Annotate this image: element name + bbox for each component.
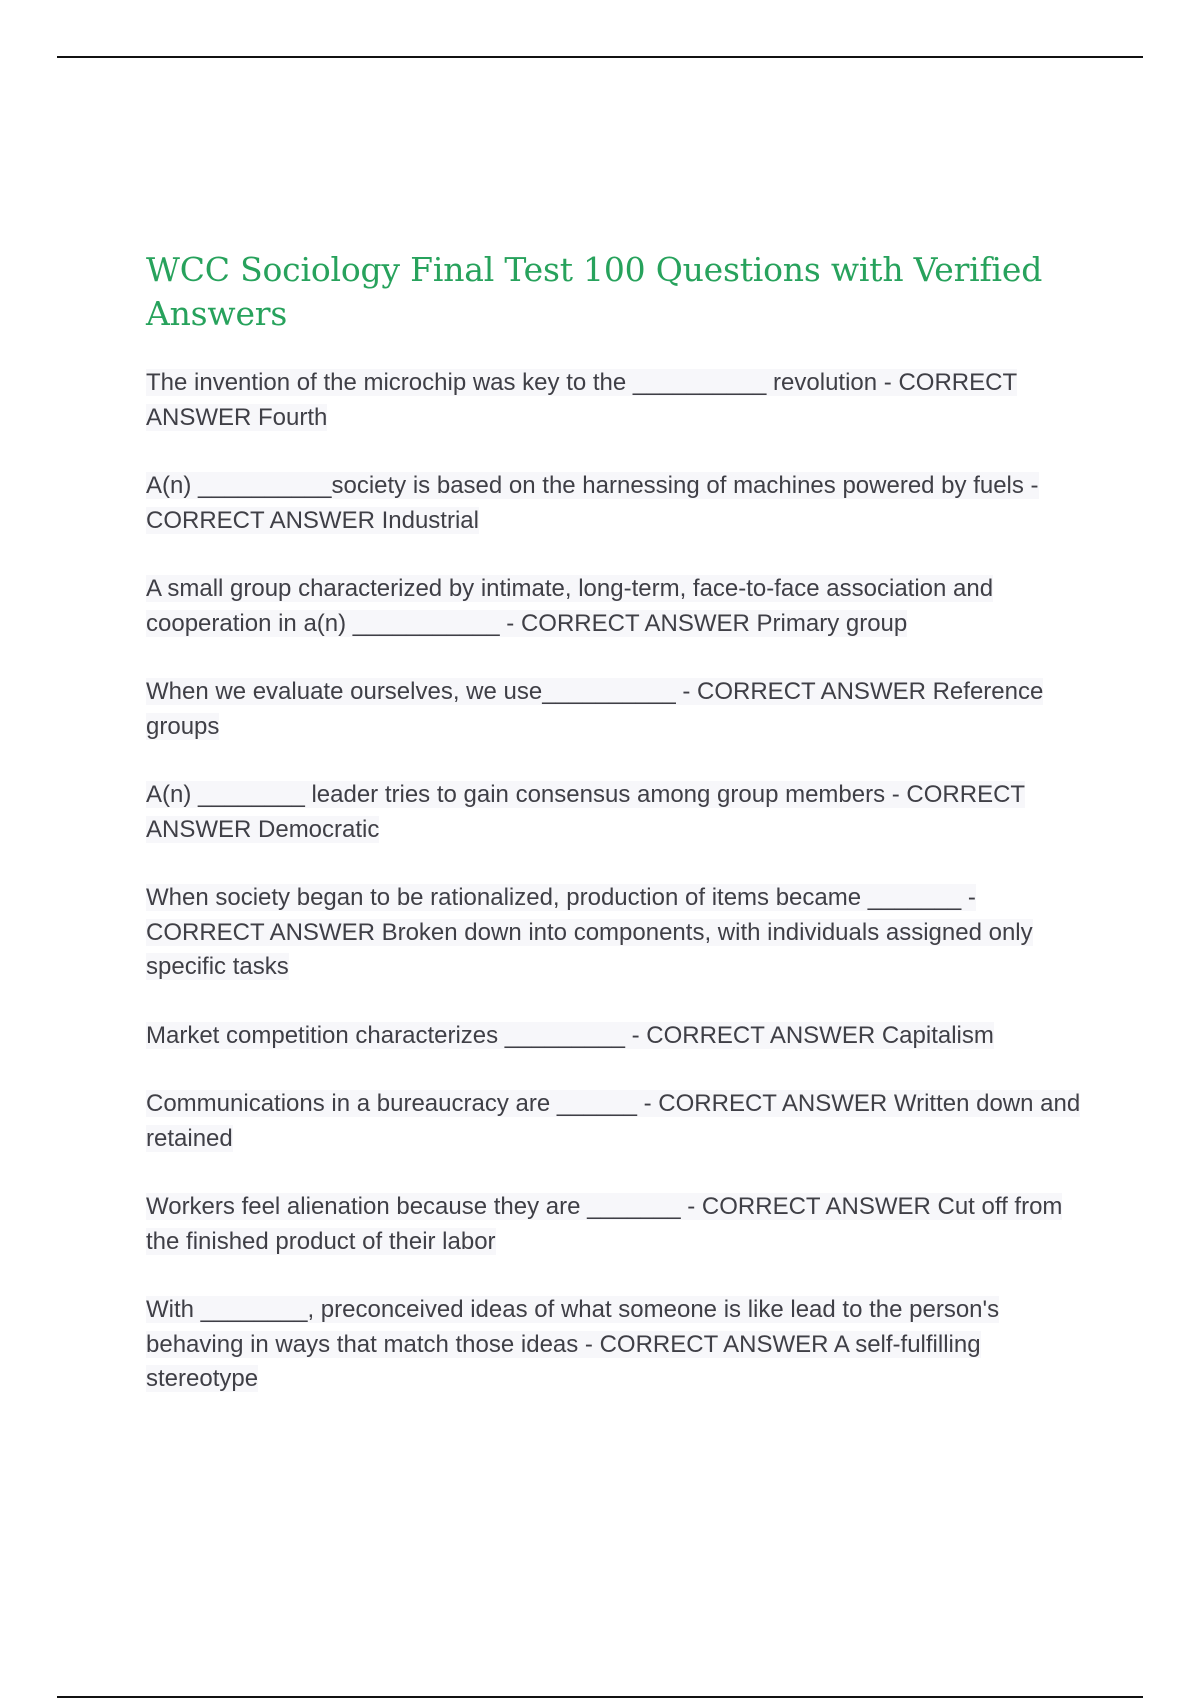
qa-text: When society began to be rationalized, production of items became _______ - CORRECT ANSWER Broken down into components, with individuals assigned only specific tasks (146, 884, 1033, 980)
qa-item (146, 469, 1091, 538)
qa-item (146, 1019, 1091, 1054)
qa-item (146, 1190, 1091, 1259)
qa-text: The invention of the microchip was key to the __________ revolution - CORRECT ANSWER Fourth (146, 369, 1018, 431)
qa-item (146, 1087, 1091, 1156)
document-title: WCC Sociology Final Test 100 Questions with Verified Answers (146, 250, 1043, 333)
qa-item (146, 778, 1091, 847)
qa-text: A(n) __________society is based on the harnessing of machines powered by fuels - CORRECT ANSWER Industrial (146, 472, 1039, 534)
qa-item (146, 572, 1091, 641)
document-body (146, 248, 1091, 1431)
qa-item (146, 881, 1091, 985)
qa-text: Market competition characterizes _________ - CORRECT ANSWER Capitalism (146, 1021, 994, 1049)
qa-text: A(n) ________ leader tries to gain consensus among group members - CORRECT ANSWER Democratic (146, 781, 1026, 843)
footer-rule (57, 1696, 1143, 1698)
question-list (146, 366, 1091, 1397)
qa-text: Communications in a bureaucracy are ______ - CORRECT ANSWER Written down and retained (146, 1090, 1081, 1152)
qa-item (146, 675, 1091, 744)
qa-item (146, 1293, 1091, 1397)
qa-text: With ________, preconceived ideas of what someone is like lead to the person's behaving in ways that match those ideas - CORRECT ANSWER A self-fulfilling stereotype (146, 1296, 1000, 1392)
qa-text: Workers feel alienation because they are _______ - CORRECT ANSWER Cut off from the finished product of their labor (146, 1193, 1063, 1255)
qa-item (146, 366, 1091, 435)
qa-text: When we evaluate ourselves, we use__________ - CORRECT ANSWER Reference groups (146, 678, 1044, 740)
header-rule (57, 56, 1143, 58)
qa-text: A small group characterized by intimate, long-term, face-to-face association and cooperation in a(n) ___________ - CORRECT ANSWER Primary group (146, 575, 994, 637)
